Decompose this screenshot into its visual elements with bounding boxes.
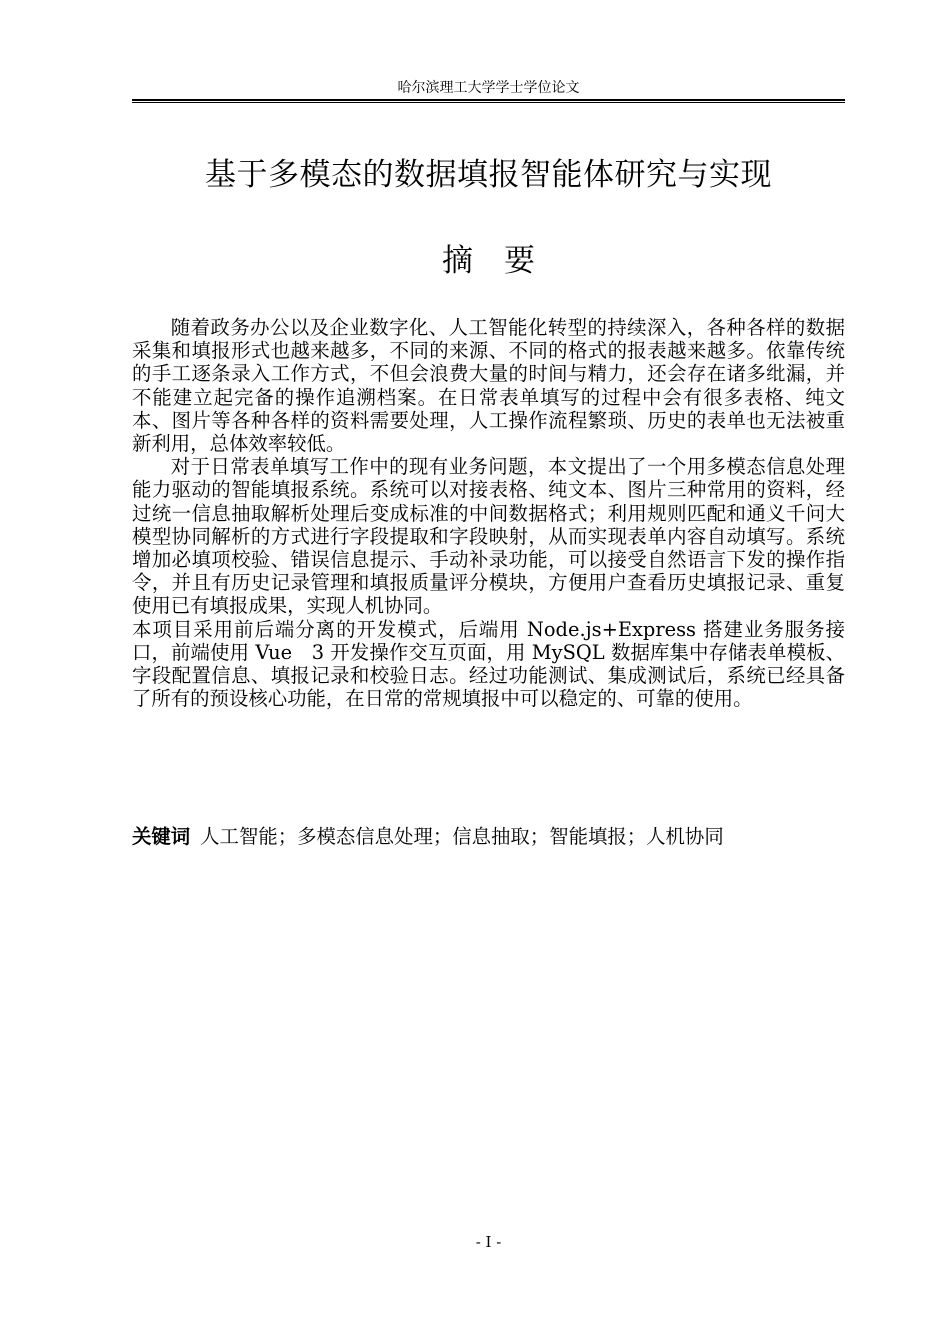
abstract-paragraph-2: 对于日常表单填写工作中的现有业务问题，本文提出了一个用多模态信息处理能力驱动的智能填报系统。系统可以对接表格、纯文本、图片三种常用的资料，经过统一信息抽取解析处理后变成标准的中间数据格式；利用规则匹配和通义千问大模型协同解析的方式进行字段提取和字段映射，从而实现表单内容自动填写。系统增加必填项校验、错误信息提示、手动补录功能，可以接受自然语言下发的操作指令，并且有历史记录管理和填报质量评分模块，方便用户查看历史填报记录、重复使用已有填报成果，实现人机协同。: [132, 455, 845, 618]
abstract-paragraph-3: 本项目采用前后端分离的开发模式，后端用 Node.js+Express 搭建业务服务接口，前端使用 Vue 3 开发操作交互页面，用 MySQL 数据库集中存储表单模板、字段配置信息、填报记录和校验日志。经过功能测试、集成测试后，系统已经具备了所有的预设核心功能，在日常的常规填报中可以稳定的、可靠的使用。: [132, 617, 845, 711]
keywords-text: 人工智能；多模态信息处理；信息抽取；智能填报；人机协同: [200, 825, 724, 848]
header-rule: [132, 99, 845, 103]
keywords-label: 关键词: [132, 825, 191, 848]
running-header: 哈尔滨理工大学学士学位论文: [397, 80, 580, 96]
thesis-title: 基于多模态的数据填报智能体研究与实现: [205, 157, 772, 193]
page-number: - I -: [475, 1233, 502, 1251]
abstract-body: [132, 316, 845, 710]
abstract-heading: 摘 要: [442, 243, 535, 279]
keywords-line: [132, 824, 845, 850]
abstract-paragraph-1: 随着政务办公以及企业数字化、人工智能化转型的持续深入，各种各样的数据采集和填报形式也越来越多，不同的来源、不同的格式的报表越来越多。依靠传统的手工逐条录入工作方式，不但会浪费大量的时间与精力，还会存在诸多纰漏，并不能建立起完备的操作追溯档案。在日常表单填写的过程中会有很多表格、纯文本、图片等各种各样的资料需要处理，人工操作流程繁琐、历史的表单也无法被重新利用，总体效率较低。: [132, 316, 845, 456]
